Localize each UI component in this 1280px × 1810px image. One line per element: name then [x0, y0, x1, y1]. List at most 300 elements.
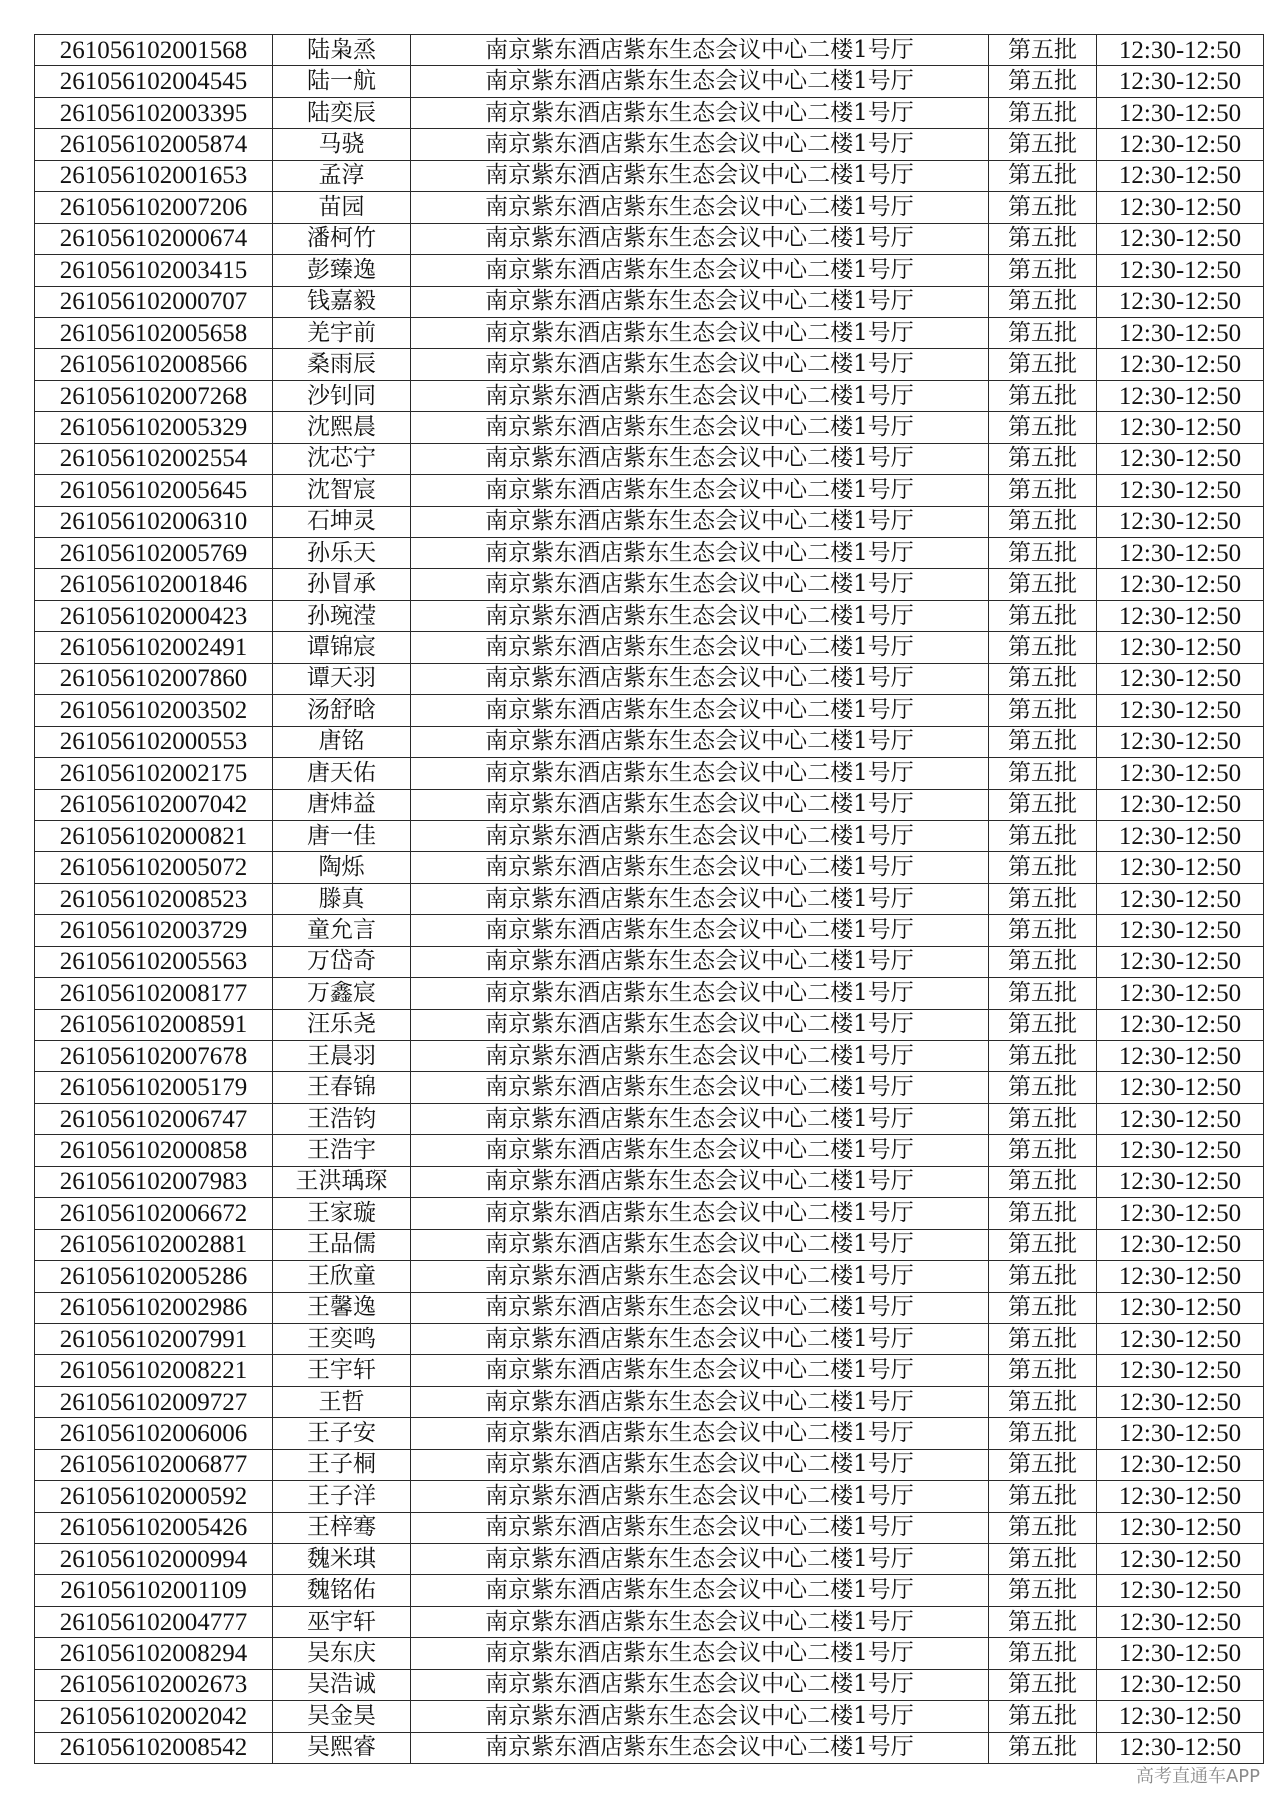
- table-row: [35, 978, 1264, 1009]
- time-slot-cell: 12:30-12:50: [1097, 1481, 1264, 1512]
- venue-cell: 南京紫东酒店紫东生态会议中心二楼1号厅: [411, 946, 989, 977]
- batch-cell: 第五批: [989, 1261, 1097, 1292]
- venue-cell: 南京紫东酒店紫东生态会议中心二楼1号厅: [411, 695, 989, 726]
- time-slot-cell: 12:30-12:50: [1097, 317, 1264, 348]
- batch-cell: 第五批: [989, 915, 1097, 946]
- candidate-id-cell: 261056102000821: [35, 820, 273, 851]
- venue-cell: 南京紫东酒店紫东生态会议中心二楼1号厅: [411, 506, 989, 537]
- candidate-id-cell: 261056102007268: [35, 380, 273, 411]
- venue-cell: 南京紫东酒店紫东生态会议中心二楼1号厅: [411, 1135, 989, 1166]
- batch-cell: 第五批: [989, 1669, 1097, 1700]
- venue-cell: 南京紫东酒店紫东生态会议中心二楼1号厅: [411, 789, 989, 820]
- table-row: [35, 1701, 1264, 1732]
- batch-cell: 第五批: [989, 506, 1097, 537]
- candidate-name-cell: 王子安: [273, 1418, 411, 1449]
- time-slot-cell: 12:30-12:50: [1097, 758, 1264, 789]
- table-row: [35, 443, 1264, 474]
- time-slot-cell: 12:30-12:50: [1097, 1261, 1264, 1292]
- candidate-id-cell: 261056102005426: [35, 1512, 273, 1543]
- venue-cell: 南京紫东酒店紫东生态会议中心二楼1号厅: [411, 1575, 989, 1606]
- table-row: [35, 1449, 1264, 1480]
- batch-cell: 第五批: [989, 475, 1097, 506]
- batch-cell: 第五批: [989, 1418, 1097, 1449]
- batch-cell: 第五批: [989, 1481, 1097, 1512]
- time-slot-cell: 12:30-12:50: [1097, 1009, 1264, 1040]
- venue-cell: 南京紫东酒店紫东生态会议中心二楼1号厅: [411, 663, 989, 694]
- venue-cell: 南京紫东酒店紫东生态会议中心二楼1号厅: [411, 1355, 989, 1386]
- candidate-id-cell: 261056102005286: [35, 1261, 273, 1292]
- candidate-id-cell: 261056102005179: [35, 1072, 273, 1103]
- batch-cell: 第五批: [989, 695, 1097, 726]
- time-slot-cell: 12:30-12:50: [1097, 1072, 1264, 1103]
- table-row: [35, 1512, 1264, 1543]
- candidate-name-cell: 钱嘉毅: [273, 286, 411, 317]
- candidate-name-cell: 孙冒承: [273, 569, 411, 600]
- candidate-name-cell: 王宇轩: [273, 1355, 411, 1386]
- table-row: [35, 1606, 1264, 1637]
- venue-cell: 南京紫东酒店紫东生态会议中心二楼1号厅: [411, 1323, 989, 1354]
- candidate-id-cell: 261056102002491: [35, 632, 273, 663]
- time-slot-cell: 12:30-12:50: [1097, 978, 1264, 1009]
- batch-cell: 第五批: [989, 66, 1097, 97]
- time-slot-cell: 12:30-12:50: [1097, 1638, 1264, 1669]
- candidate-id-cell: 261056102006672: [35, 1198, 273, 1229]
- candidate-name-cell: 王浩钧: [273, 1103, 411, 1134]
- venue-cell: 南京紫东酒店紫东生态会议中心二楼1号厅: [411, 317, 989, 348]
- table-row: [35, 66, 1264, 97]
- candidate-name-cell: 王春锦: [273, 1072, 411, 1103]
- venue-cell: 南京紫东酒店紫东生态会议中心二楼1号厅: [411, 1638, 989, 1669]
- candidate-id-cell: 261056102008177: [35, 978, 273, 1009]
- time-slot-cell: 12:30-12:50: [1097, 1606, 1264, 1637]
- candidate-id-cell: 261056102007042: [35, 789, 273, 820]
- time-slot-cell: 12:30-12:50: [1097, 35, 1264, 66]
- batch-cell: 第五批: [989, 1229, 1097, 1260]
- table-row: [35, 632, 1264, 663]
- batch-cell: 第五批: [989, 663, 1097, 694]
- candidate-id-cell: 261056102005645: [35, 475, 273, 506]
- venue-cell: 南京紫东酒店紫东生态会议中心二楼1号厅: [411, 1072, 989, 1103]
- candidate-id-cell: 261056102005072: [35, 852, 273, 883]
- candidate-id-cell: 261056102002673: [35, 1669, 273, 1700]
- venue-cell: 南京紫东酒店紫东生态会议中心二楼1号厅: [411, 600, 989, 631]
- schedule-table: [34, 34, 1264, 1764]
- time-slot-cell: 12:30-12:50: [1097, 883, 1264, 914]
- candidate-name-cell: 王梓骞: [273, 1512, 411, 1543]
- candidate-name-cell: 万岱奇: [273, 946, 411, 977]
- table-row: [35, 192, 1264, 223]
- candidate-id-cell: 261056102004545: [35, 66, 273, 97]
- batch-cell: 第五批: [989, 1512, 1097, 1543]
- candidate-id-cell: 261056102000707: [35, 286, 273, 317]
- candidate-id-cell: 261056102009727: [35, 1386, 273, 1417]
- candidate-id-cell: 261056102000858: [35, 1135, 273, 1166]
- table-row: [35, 1292, 1264, 1323]
- time-slot-cell: 12:30-12:50: [1097, 1198, 1264, 1229]
- time-slot-cell: 12:30-12:50: [1097, 97, 1264, 128]
- batch-cell: 第五批: [989, 317, 1097, 348]
- time-slot-cell: 12:30-12:50: [1097, 1386, 1264, 1417]
- table-row: [35, 1135, 1264, 1166]
- candidate-id-cell: 261056102008221: [35, 1355, 273, 1386]
- candidate-id-cell: 261056102000994: [35, 1544, 273, 1575]
- time-slot-cell: 12:30-12:50: [1097, 1355, 1264, 1386]
- time-slot-cell: 12:30-12:50: [1097, 506, 1264, 537]
- candidate-id-cell: 261056102003395: [35, 97, 273, 128]
- batch-cell: 第五批: [989, 1732, 1097, 1763]
- time-slot-cell: 12:30-12:50: [1097, 538, 1264, 569]
- candidate-name-cell: 王品儒: [273, 1229, 411, 1260]
- batch-cell: 第五批: [989, 1009, 1097, 1040]
- table-row: [35, 255, 1264, 286]
- table-row: [35, 1041, 1264, 1072]
- time-slot-cell: 12:30-12:50: [1097, 1512, 1264, 1543]
- schedule-table-body: [35, 35, 1264, 1764]
- batch-cell: 第五批: [989, 726, 1097, 757]
- table-row: [35, 1229, 1264, 1260]
- table-row: [35, 1638, 1264, 1669]
- candidate-name-cell: 王欣童: [273, 1261, 411, 1292]
- venue-cell: 南京紫东酒店紫东生态会议中心二楼1号厅: [411, 726, 989, 757]
- table-row: [35, 1103, 1264, 1134]
- batch-cell: 第五批: [989, 223, 1097, 254]
- batch-cell: 第五批: [989, 1701, 1097, 1732]
- time-slot-cell: 12:30-12:50: [1097, 820, 1264, 851]
- table-row: [35, 129, 1264, 160]
- venue-cell: 南京紫东酒店紫东生态会议中心二楼1号厅: [411, 380, 989, 411]
- candidate-id-cell: 261056102002175: [35, 758, 273, 789]
- table-row: [35, 758, 1264, 789]
- time-slot-cell: 12:30-12:50: [1097, 66, 1264, 97]
- venue-cell: 南京紫东酒店紫东生态会议中心二楼1号厅: [411, 538, 989, 569]
- venue-cell: 南京紫东酒店紫东生态会议中心二楼1号厅: [411, 192, 989, 223]
- venue-cell: 南京紫东酒店紫东生态会议中心二楼1号厅: [411, 1198, 989, 1229]
- candidate-name-cell: 孟淳: [273, 160, 411, 191]
- batch-cell: 第五批: [989, 1103, 1097, 1134]
- time-slot-cell: 12:30-12:50: [1097, 946, 1264, 977]
- candidate-id-cell: 261056102005329: [35, 412, 273, 443]
- batch-cell: 第五批: [989, 946, 1097, 977]
- time-slot-cell: 12:30-12:50: [1097, 1166, 1264, 1197]
- candidate-id-cell: 261056102006310: [35, 506, 273, 537]
- batch-cell: 第五批: [989, 852, 1097, 883]
- table-row: [35, 726, 1264, 757]
- time-slot-cell: 12:30-12:50: [1097, 1229, 1264, 1260]
- time-slot-cell: 12:30-12:50: [1097, 569, 1264, 600]
- batch-cell: 第五批: [989, 1041, 1097, 1072]
- table-row: [35, 695, 1264, 726]
- candidate-id-cell: 261056102006747: [35, 1103, 273, 1134]
- time-slot-cell: 12:30-12:50: [1097, 915, 1264, 946]
- candidate-id-cell: 261056102008294: [35, 1638, 273, 1669]
- table-row: [35, 1732, 1264, 1763]
- venue-cell: 南京紫东酒店紫东生态会议中心二楼1号厅: [411, 223, 989, 254]
- venue-cell: 南京紫东酒店紫东生态会议中心二楼1号厅: [411, 1732, 989, 1763]
- candidate-id-cell: 261056102006006: [35, 1418, 273, 1449]
- time-slot-cell: 12:30-12:50: [1097, 789, 1264, 820]
- candidate-id-cell: 261056102007678: [35, 1041, 273, 1072]
- venue-cell: 南京紫东酒店紫东生态会议中心二楼1号厅: [411, 1544, 989, 1575]
- batch-cell: 第五批: [989, 412, 1097, 443]
- venue-cell: 南京紫东酒店紫东生态会议中心二楼1号厅: [411, 569, 989, 600]
- batch-cell: 第五批: [989, 883, 1097, 914]
- candidate-name-cell: 桑雨辰: [273, 349, 411, 380]
- time-slot-cell: 12:30-12:50: [1097, 726, 1264, 757]
- candidate-name-cell: 王晨羽: [273, 1041, 411, 1072]
- candidate-name-cell: 潘柯竹: [273, 223, 411, 254]
- candidate-name-cell: 陆一航: [273, 66, 411, 97]
- table-row: [35, 35, 1264, 66]
- venue-cell: 南京紫东酒店紫东生态会议中心二楼1号厅: [411, 349, 989, 380]
- time-slot-cell: 12:30-12:50: [1097, 1732, 1264, 1763]
- candidate-name-cell: 沈智宸: [273, 475, 411, 506]
- venue-cell: 南京紫东酒店紫东生态会议中心二楼1号厅: [411, 758, 989, 789]
- venue-cell: 南京紫东酒店紫东生态会议中心二楼1号厅: [411, 1386, 989, 1417]
- time-slot-cell: 12:30-12:50: [1097, 286, 1264, 317]
- venue-cell: 南京紫东酒店紫东生态会议中心二楼1号厅: [411, 883, 989, 914]
- table-row: [35, 1166, 1264, 1197]
- batch-cell: 第五批: [989, 286, 1097, 317]
- time-slot-cell: 12:30-12:50: [1097, 129, 1264, 160]
- candidate-name-cell: 王浩宇: [273, 1135, 411, 1166]
- table-row: [35, 286, 1264, 317]
- candidate-name-cell: 唐炜益: [273, 789, 411, 820]
- candidate-name-cell: 魏铭佑: [273, 1575, 411, 1606]
- time-slot-cell: 12:30-12:50: [1097, 852, 1264, 883]
- candidate-name-cell: 王家璇: [273, 1198, 411, 1229]
- table-row: [35, 506, 1264, 537]
- candidate-name-cell: 王馨逸: [273, 1292, 411, 1323]
- batch-cell: 第五批: [989, 160, 1097, 191]
- table-row: [35, 317, 1264, 348]
- batch-cell: 第五批: [989, 443, 1097, 474]
- table-row: [35, 915, 1264, 946]
- venue-cell: 南京紫东酒店紫东生态会议中心二楼1号厅: [411, 286, 989, 317]
- table-row: [35, 852, 1264, 883]
- table-row: [35, 1418, 1264, 1449]
- candidate-name-cell: 滕真: [273, 883, 411, 914]
- batch-cell: 第五批: [989, 1575, 1097, 1606]
- candidate-name-cell: 魏米琪: [273, 1544, 411, 1575]
- candidate-name-cell: 羌宇前: [273, 317, 411, 348]
- venue-cell: 南京紫东酒店紫东生态会议中心二楼1号厅: [411, 1166, 989, 1197]
- time-slot-cell: 12:30-12:50: [1097, 255, 1264, 286]
- candidate-name-cell: 王子桐: [273, 1449, 411, 1480]
- candidate-id-cell: 261056102001846: [35, 569, 273, 600]
- time-slot-cell: 12:30-12:50: [1097, 695, 1264, 726]
- table-row: [35, 1669, 1264, 1700]
- time-slot-cell: 12:30-12:50: [1097, 443, 1264, 474]
- batch-cell: 第五批: [989, 978, 1097, 1009]
- time-slot-cell: 12:30-12:50: [1097, 380, 1264, 411]
- venue-cell: 南京紫东酒店紫东生态会议中心二楼1号厅: [411, 1481, 989, 1512]
- venue-cell: 南京紫东酒店紫东生态会议中心二楼1号厅: [411, 160, 989, 191]
- venue-cell: 南京紫东酒店紫东生态会议中心二楼1号厅: [411, 1229, 989, 1260]
- table-row: [35, 538, 1264, 569]
- venue-cell: 南京紫东酒店紫东生态会议中心二楼1号厅: [411, 1512, 989, 1543]
- table-row: [35, 1544, 1264, 1575]
- table-row: [35, 663, 1264, 694]
- candidate-name-cell: 王子洋: [273, 1481, 411, 1512]
- candidate-id-cell: 261056102000423: [35, 600, 273, 631]
- time-slot-cell: 12:30-12:50: [1097, 160, 1264, 191]
- table-row: [35, 1575, 1264, 1606]
- venue-cell: 南京紫东酒店紫东生态会议中心二楼1号厅: [411, 1292, 989, 1323]
- table-row: [35, 1386, 1264, 1417]
- candidate-id-cell: 261056102007991: [35, 1323, 273, 1354]
- time-slot-cell: 12:30-12:50: [1097, 1418, 1264, 1449]
- candidate-name-cell: 吴东庆: [273, 1638, 411, 1669]
- venue-cell: 南京紫东酒店紫东生态会议中心二楼1号厅: [411, 1701, 989, 1732]
- table-row: [35, 600, 1264, 631]
- candidate-name-cell: 沈芯宁: [273, 443, 411, 474]
- batch-cell: 第五批: [989, 600, 1097, 631]
- candidate-name-cell: 沙钊同: [273, 380, 411, 411]
- table-row: [35, 1261, 1264, 1292]
- venue-cell: 南京紫东酒店紫东生态会议中心二楼1号厅: [411, 255, 989, 286]
- venue-cell: 南京紫东酒店紫东生态会议中心二楼1号厅: [411, 97, 989, 128]
- batch-cell: 第五批: [989, 789, 1097, 820]
- time-slot-cell: 12:30-12:50: [1097, 1323, 1264, 1354]
- time-slot-cell: 12:30-12:50: [1097, 1575, 1264, 1606]
- table-row: [35, 1323, 1264, 1354]
- candidate-name-cell: 巫宇轩: [273, 1606, 411, 1637]
- time-slot-cell: 12:30-12:50: [1097, 1041, 1264, 1072]
- candidate-id-cell: 261056102008591: [35, 1009, 273, 1040]
- candidate-name-cell: 吴浩诚: [273, 1669, 411, 1700]
- candidate-id-cell: 261056102003415: [35, 255, 273, 286]
- candidate-name-cell: 谭锦宸: [273, 632, 411, 663]
- candidate-id-cell: 261056102000592: [35, 1481, 273, 1512]
- candidate-name-cell: 苗园: [273, 192, 411, 223]
- candidate-name-cell: 石坤灵: [273, 506, 411, 537]
- batch-cell: 第五批: [989, 1638, 1097, 1669]
- table-row: [35, 569, 1264, 600]
- batch-cell: 第五批: [989, 569, 1097, 600]
- venue-cell: 南京紫东酒店紫东生态会议中心二楼1号厅: [411, 978, 989, 1009]
- table-row: [35, 789, 1264, 820]
- candidate-name-cell: 陆奕辰: [273, 97, 411, 128]
- candidate-id-cell: 261056102005563: [35, 946, 273, 977]
- candidate-name-cell: 汤舒晗: [273, 695, 411, 726]
- venue-cell: 南京紫东酒店紫东生态会议中心二楼1号厅: [411, 1669, 989, 1700]
- candidate-name-cell: 王哲: [273, 1386, 411, 1417]
- candidate-id-cell: 261056102003729: [35, 915, 273, 946]
- candidate-id-cell: 261056102001568: [35, 35, 273, 66]
- table-row: [35, 820, 1264, 851]
- time-slot-cell: 12:30-12:50: [1097, 632, 1264, 663]
- candidate-id-cell: 261056102002986: [35, 1292, 273, 1323]
- table-row: [35, 349, 1264, 380]
- venue-cell: 南京紫东酒店紫东生态会议中心二楼1号厅: [411, 412, 989, 443]
- table-row: [35, 412, 1264, 443]
- candidate-id-cell: 261056102002881: [35, 1229, 273, 1260]
- candidate-id-cell: 261056102002042: [35, 1701, 273, 1732]
- table-row: [35, 1198, 1264, 1229]
- candidate-id-cell: 261056102007860: [35, 663, 273, 694]
- candidate-id-cell: 261056102001653: [35, 160, 273, 191]
- table-row: [35, 1009, 1264, 1040]
- batch-cell: 第五批: [989, 97, 1097, 128]
- candidate-name-cell: 唐一佳: [273, 820, 411, 851]
- venue-cell: 南京紫东酒店紫东生态会议中心二楼1号厅: [411, 475, 989, 506]
- batch-cell: 第五批: [989, 1323, 1097, 1354]
- candidate-id-cell: 261056102007206: [35, 192, 273, 223]
- batch-cell: 第五批: [989, 380, 1097, 411]
- venue-cell: 南京紫东酒店紫东生态会议中心二楼1号厅: [411, 915, 989, 946]
- time-slot-cell: 12:30-12:50: [1097, 600, 1264, 631]
- table-row: [35, 475, 1264, 506]
- candidate-name-cell: 童允言: [273, 915, 411, 946]
- batch-cell: 第五批: [989, 1135, 1097, 1166]
- time-slot-cell: 12:30-12:50: [1097, 1544, 1264, 1575]
- candidate-name-cell: 唐铭: [273, 726, 411, 757]
- candidate-name-cell: 沈熙晨: [273, 412, 411, 443]
- time-slot-cell: 12:30-12:50: [1097, 475, 1264, 506]
- candidate-name-cell: 吴熙睿: [273, 1732, 411, 1763]
- venue-cell: 南京紫东酒店紫东生态会议中心二楼1号厅: [411, 852, 989, 883]
- candidate-id-cell: 261056102005874: [35, 129, 273, 160]
- venue-cell: 南京紫东酒店紫东生态会议中心二楼1号厅: [411, 1009, 989, 1040]
- batch-cell: 第五批: [989, 35, 1097, 66]
- candidate-name-cell: 孙乐天: [273, 538, 411, 569]
- time-slot-cell: 12:30-12:50: [1097, 192, 1264, 223]
- batch-cell: 第五批: [989, 1386, 1097, 1417]
- time-slot-cell: 12:30-12:50: [1097, 1449, 1264, 1480]
- time-slot-cell: 12:30-12:50: [1097, 349, 1264, 380]
- time-slot-cell: 12:30-12:50: [1097, 1292, 1264, 1323]
- table-row: [35, 1481, 1264, 1512]
- venue-cell: 南京紫东酒店紫东生态会议中心二楼1号厅: [411, 1261, 989, 1292]
- candidate-id-cell: 261056102002554: [35, 443, 273, 474]
- venue-cell: 南京紫东酒店紫东生态会议中心二楼1号厅: [411, 820, 989, 851]
- venue-cell: 南京紫东酒店紫东生态会议中心二楼1号厅: [411, 1606, 989, 1637]
- batch-cell: 第五批: [989, 1166, 1097, 1197]
- venue-cell: 南京紫东酒店紫东生态会议中心二楼1号厅: [411, 35, 989, 66]
- time-slot-cell: 12:30-12:50: [1097, 1135, 1264, 1166]
- candidate-id-cell: 261056102008542: [35, 1732, 273, 1763]
- watermark: 高考直通车APP: [1135, 1766, 1260, 1787]
- venue-cell: 南京紫东酒店紫东生态会议中心二楼1号厅: [411, 1418, 989, 1449]
- table-row: [35, 160, 1264, 191]
- venue-cell: 南京紫东酒店紫东生态会议中心二楼1号厅: [411, 1103, 989, 1134]
- batch-cell: 第五批: [989, 1198, 1097, 1229]
- table-row: [35, 883, 1264, 914]
- candidate-id-cell: 261056102000553: [35, 726, 273, 757]
- table-row: [35, 97, 1264, 128]
- batch-cell: 第五批: [989, 758, 1097, 789]
- candidate-id-cell: 261056102008523: [35, 883, 273, 914]
- candidate-name-cell: 王洪瑀琛: [273, 1166, 411, 1197]
- table-row: [35, 380, 1264, 411]
- time-slot-cell: 12:30-12:50: [1097, 1103, 1264, 1134]
- candidate-name-cell: 陆枭烝: [273, 35, 411, 66]
- candidate-name-cell: 王奕鸣: [273, 1323, 411, 1354]
- batch-cell: 第五批: [989, 1292, 1097, 1323]
- table-row: [35, 946, 1264, 977]
- candidate-name-cell: 孙琬滢: [273, 600, 411, 631]
- candidate-id-cell: 261056102004777: [35, 1606, 273, 1637]
- candidate-id-cell: 261056102006877: [35, 1449, 273, 1480]
- batch-cell: 第五批: [989, 632, 1097, 663]
- venue-cell: 南京紫东酒店紫东生态会议中心二楼1号厅: [411, 1041, 989, 1072]
- batch-cell: 第五批: [989, 1544, 1097, 1575]
- candidate-id-cell: 261056102001109: [35, 1575, 273, 1606]
- venue-cell: 南京紫东酒店紫东生态会议中心二楼1号厅: [411, 1449, 989, 1480]
- candidate-name-cell: 马骁: [273, 129, 411, 160]
- batch-cell: 第五批: [989, 538, 1097, 569]
- batch-cell: 第五批: [989, 1449, 1097, 1480]
